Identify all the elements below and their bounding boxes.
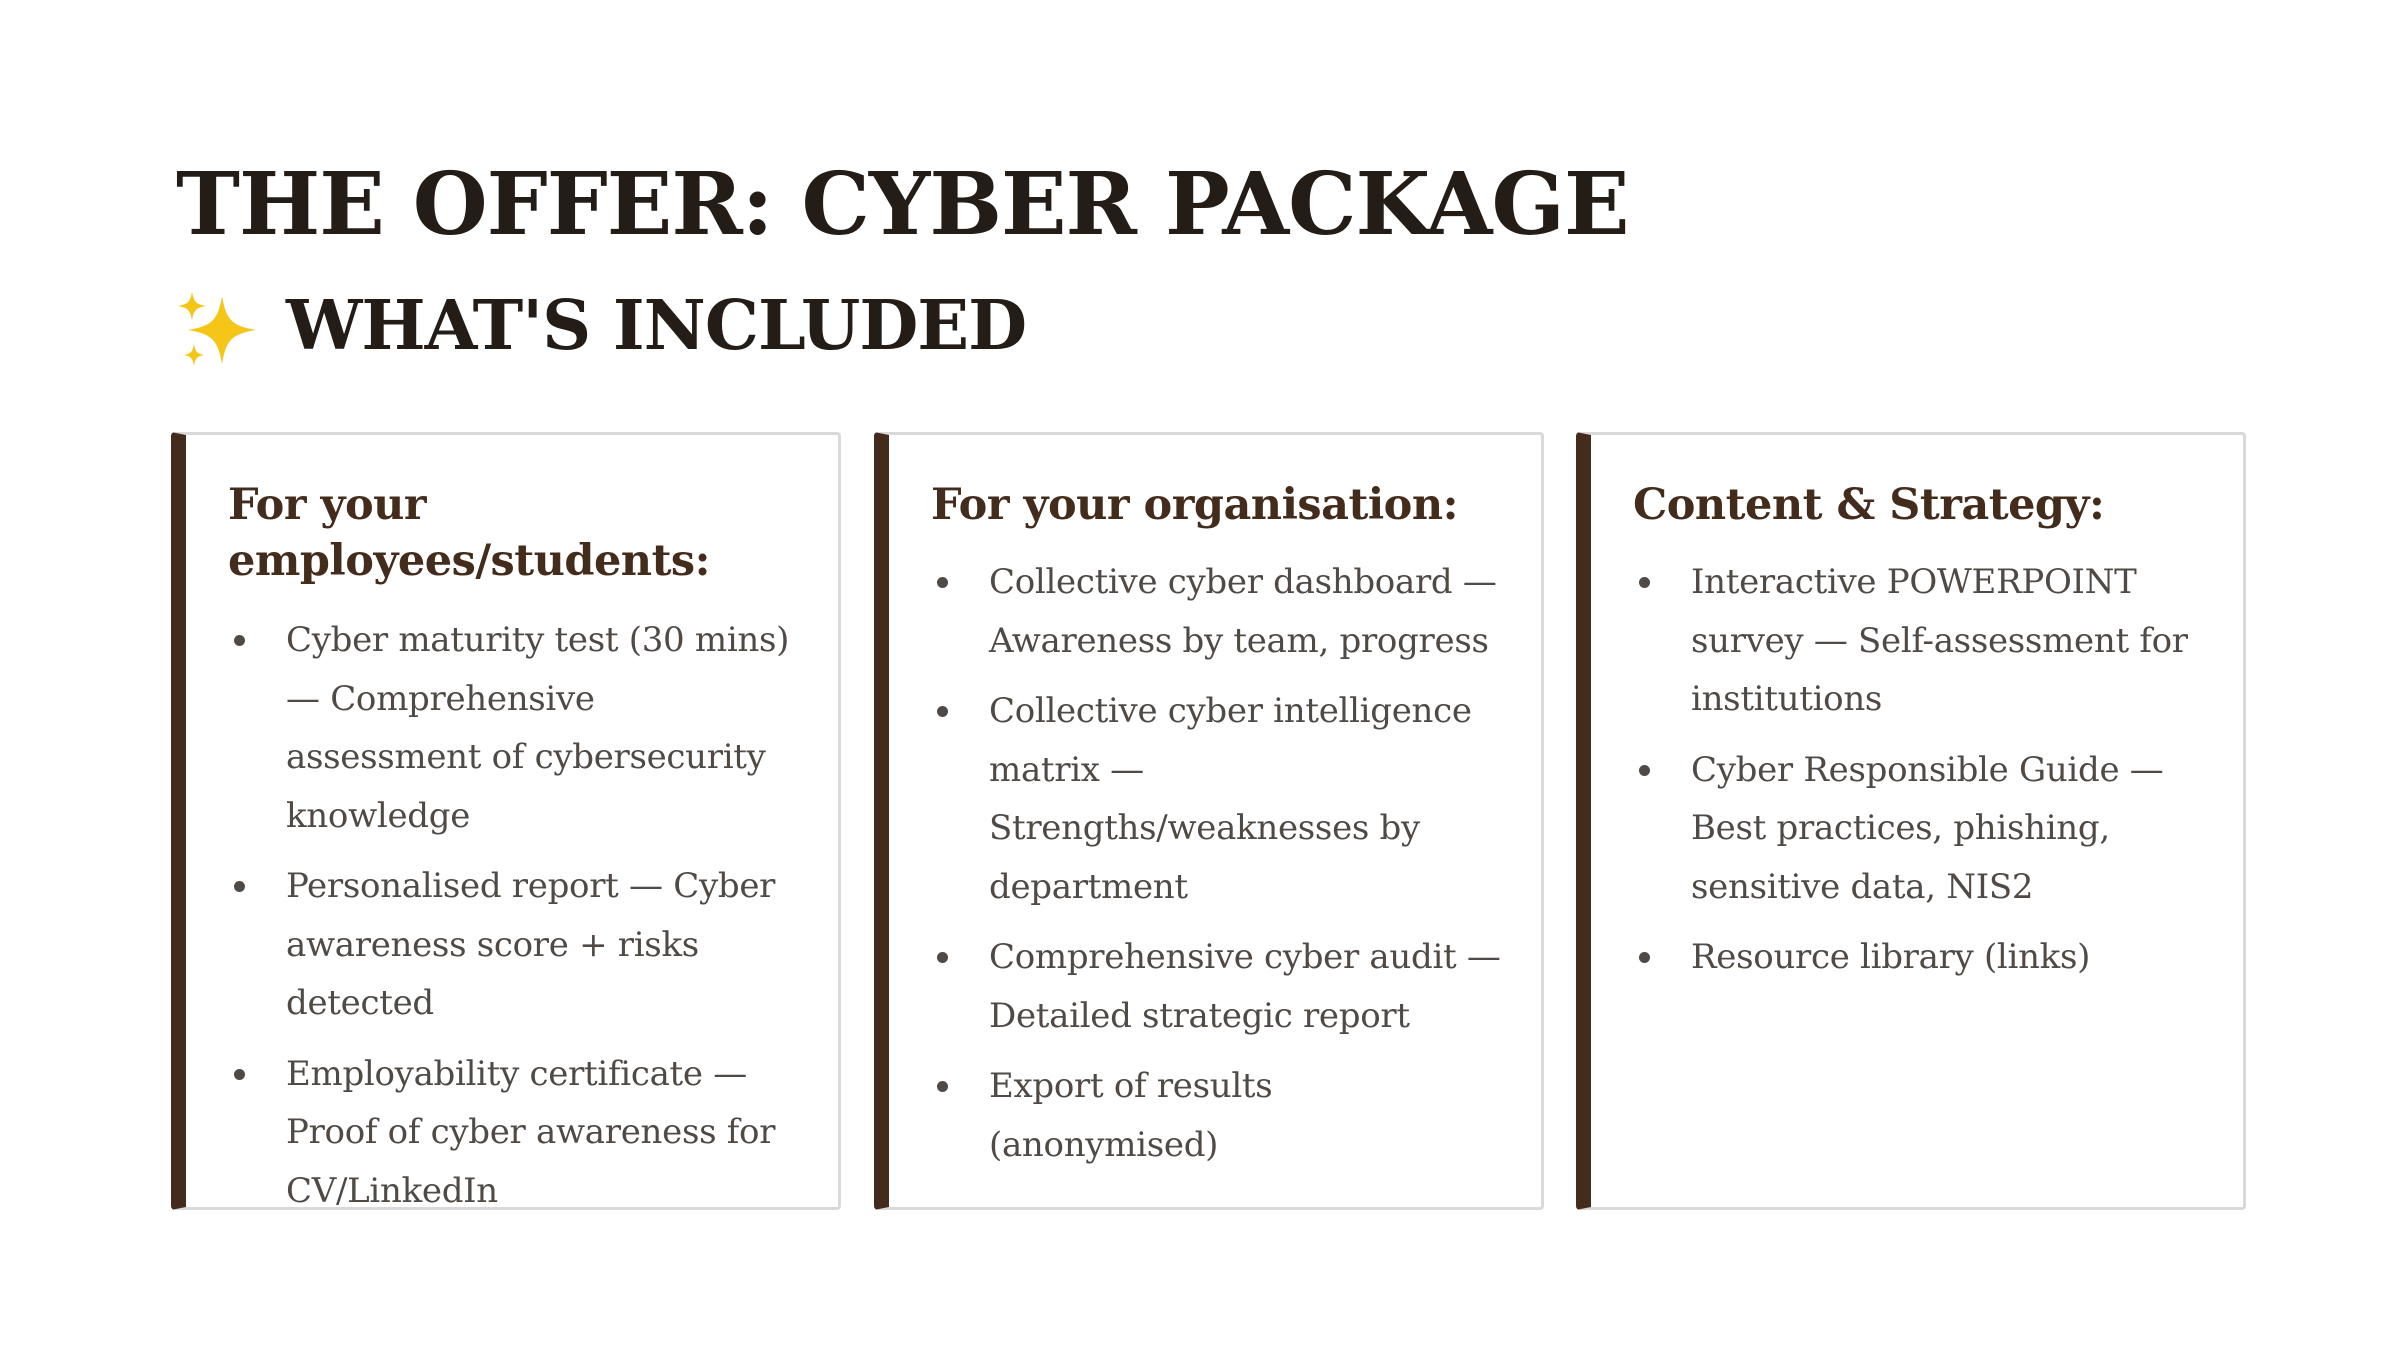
list-item xyxy=(228,611,798,845)
bullet-icon xyxy=(234,635,245,646)
list-item-text: Cyber maturity test (30 mins) — Comprehensive assessment of cybersecurity knowledge xyxy=(286,620,790,836)
feature-list xyxy=(931,553,1501,1186)
bullet-icon xyxy=(937,952,948,963)
list-item xyxy=(1633,741,2203,917)
card-heading: For your employees/students: xyxy=(228,480,711,586)
feature-list xyxy=(228,611,798,1232)
list-item-text: Export of results (anonymised) xyxy=(989,1066,1273,1165)
bullet-icon xyxy=(1639,765,1650,776)
sparkles-icon xyxy=(176,290,266,370)
list-item-text: Interactive POWERPOINT survey — Self-assessment for institutions xyxy=(1691,562,2188,719)
list-item xyxy=(931,928,1501,1045)
list-item-text: Cyber Responsible Guide — Best practices, phishing, sensitive data, NIS2 xyxy=(1691,749,2164,907)
card-heading: For your organisation: xyxy=(931,480,1458,530)
bullet-icon xyxy=(234,1069,245,1080)
card-employees xyxy=(171,432,841,1210)
page-title: THE OFFER: CYBER PACKAGE xyxy=(176,154,1629,255)
card-organisation xyxy=(874,432,1544,1210)
section-subtitle xyxy=(176,286,1026,366)
bullet-icon xyxy=(1639,577,1650,588)
list-item xyxy=(228,1045,798,1221)
list-item-text: Collective cyber intelligence matrix — Strengths/weaknesses by department xyxy=(989,691,1472,907)
bullet-icon xyxy=(937,577,948,588)
feature-list xyxy=(1633,553,2203,999)
list-item xyxy=(1633,928,2203,987)
card-content-strategy xyxy=(1576,432,2246,1210)
list-item-text: Employability certificate — Proof of cyber awareness for CV/LinkedIn xyxy=(286,1053,776,1211)
card-heading: Content & Strategy: xyxy=(1633,480,2105,530)
list-item xyxy=(228,857,798,1033)
bullet-icon xyxy=(1639,952,1650,963)
list-item-text: Comprehensive cyber audit — Detailed strategic report xyxy=(989,937,1501,1036)
list-item xyxy=(931,1057,1501,1174)
subtitle-text: WHAT'S INCLUDED xyxy=(286,286,1027,366)
list-item xyxy=(1633,553,2203,729)
bullet-icon xyxy=(937,706,948,717)
list-item xyxy=(931,553,1501,670)
list-item-text: Collective cyber dashboard — Awareness by team, progress xyxy=(989,562,1497,661)
bullet-icon xyxy=(234,881,245,892)
list-item-text: Resource library (links) xyxy=(1691,937,2091,977)
list-item-text: Personalised report — Cyber awareness score + risks detected xyxy=(286,866,776,1023)
list-item xyxy=(931,682,1501,916)
bullet-icon xyxy=(937,1081,948,1092)
